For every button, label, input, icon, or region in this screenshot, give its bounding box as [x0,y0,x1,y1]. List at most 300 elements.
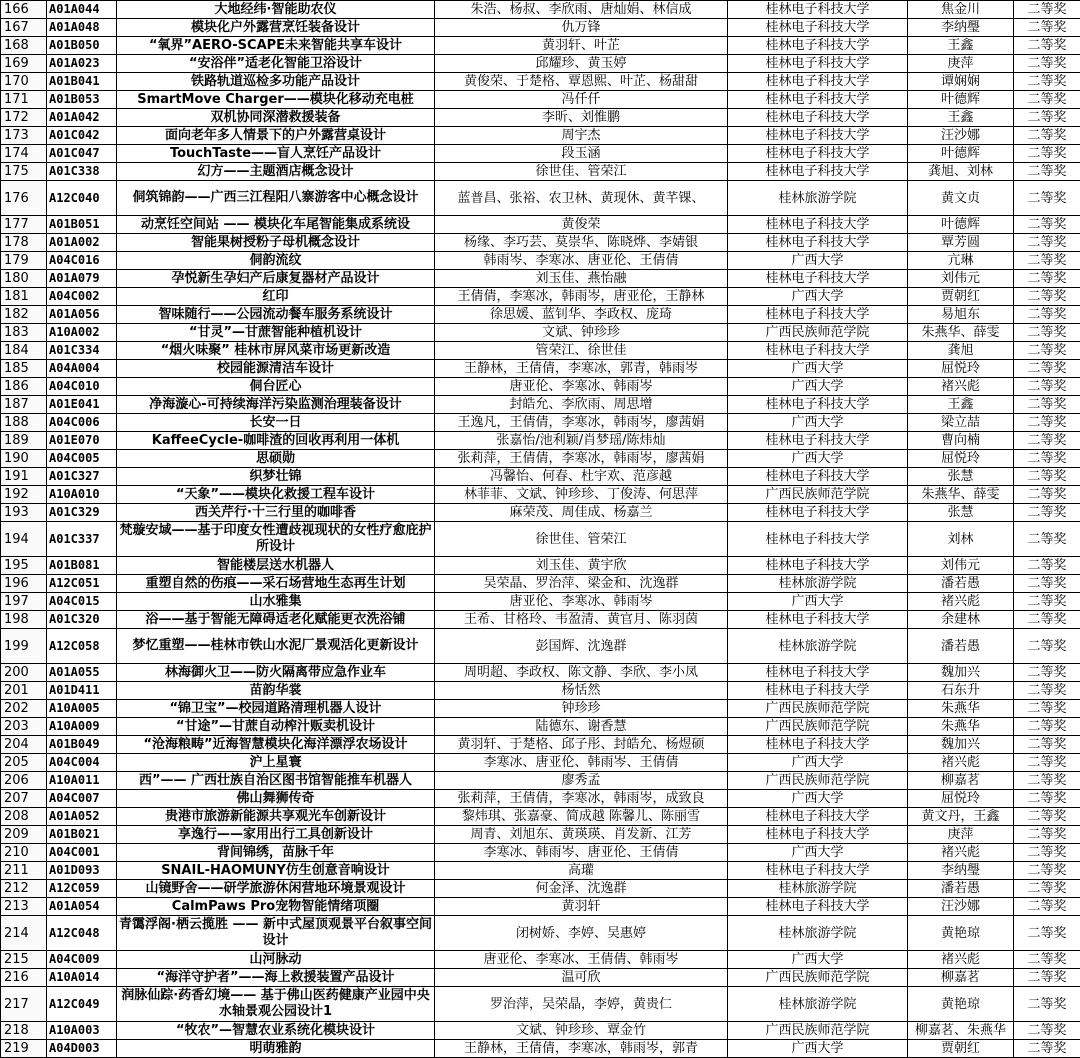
entry-code-cell[interactable]: A10A011 [47,772,117,790]
award-cell[interactable]: 二等奖 [1014,216,1080,234]
row-number-cell[interactable]: 206 [1,772,47,790]
school-cell[interactable]: 桂林旅游学院 [728,629,908,664]
authors-cell[interactable]: 徐思媛、蓝钊华、李政权、庞琦 [435,306,728,324]
authors-cell[interactable]: 邱耀珍、黄玉婷 [435,55,728,73]
advisor-cell[interactable]: 叶德辉 [908,91,1014,109]
authors-cell[interactable]: 罗治萍，吴荣晶，李婷，黄贵仁 [435,987,728,1022]
entry-code-cell[interactable]: A10A005 [47,700,117,718]
advisor-cell[interactable]: 余建林 [908,611,1014,629]
school-cell[interactable]: 广西民族师范学院 [728,1022,908,1040]
row-number-cell[interactable]: 173 [1,127,47,145]
advisor-cell[interactable]: 黄文丹，王鑫 [908,808,1014,826]
row-number-cell[interactable]: 216 [1,969,47,987]
project-title-cell[interactable]: 侗筑锦韵——广西三江程阳八寨游客中心概念设计 [117,181,435,216]
award-cell[interactable]: 二等奖 [1014,522,1080,557]
project-title-cell[interactable]: 青霭浮阁·栖云揽胜 —— 新中式屋顶观景平台叙事空间设计 [117,916,435,951]
row-number-cell[interactable]: 190 [1,450,47,468]
project-title-cell[interactable]: 红印 [117,288,435,306]
project-title-cell[interactable]: “海洋守护者”——海上救援装置产品设计 [117,969,435,987]
advisor-cell[interactable]: 张慧 [908,468,1014,486]
award-cell[interactable]: 二等奖 [1014,951,1080,969]
school-cell[interactable]: 桂林旅游学院 [728,987,908,1022]
entry-code-cell[interactable]: A12C049 [47,987,117,1022]
authors-cell[interactable]: 周宇杰 [435,127,728,145]
advisor-cell[interactable]: 张慧 [908,504,1014,522]
entry-code-cell[interactable]: A01A042 [47,109,117,127]
project-title-cell[interactable]: 享逸行——家用出行工具创新设计 [117,826,435,844]
row-number-cell[interactable]: 200 [1,664,47,682]
authors-cell[interactable]: 吴荣晶、罗治萍、梁金和、沈逸群 [435,575,728,593]
authors-cell[interactable]: 李昕、刘惟鹏 [435,109,728,127]
authors-cell[interactable]: 何金泽、沈逸群 [435,880,728,898]
school-cell[interactable]: 广西民族师范学院 [728,324,908,342]
authors-cell[interactable]: 唐亚伦、李寒冰、韩雨岑 [435,593,728,611]
row-number-cell[interactable]: 178 [1,234,47,252]
entry-code-cell[interactable]: A01A054 [47,898,117,916]
authors-cell[interactable]: 王逸凡，王倩倩，李寒冰，韩雨岑，廖茜娟 [435,414,728,432]
authors-cell[interactable]: 王静林，王倩倩，李寒冰，郭青，韩雨岑 [435,360,728,378]
award-cell[interactable]: 二等奖 [1014,772,1080,790]
entry-code-cell[interactable]: A01A056 [47,306,117,324]
entry-code-cell[interactable]: A01A023 [47,55,117,73]
row-number-cell[interactable]: 186 [1,378,47,396]
row-number-cell[interactable]: 184 [1,342,47,360]
project-title-cell[interactable]: 面向老年多人情景下的户外露营桌设计 [117,127,435,145]
entry-code-cell[interactable]: A01A044 [47,1,117,19]
school-cell[interactable]: 广西大学 [728,1040,908,1058]
row-number-cell[interactable]: 205 [1,754,47,772]
school-cell[interactable]: 桂林电子科技大学 [728,898,908,916]
row-number-cell[interactable]: 199 [1,629,47,664]
authors-cell[interactable]: 黄羽轩、叶芷 [435,37,728,55]
entry-code-cell[interactable]: A01B049 [47,736,117,754]
row-number-cell[interactable]: 215 [1,951,47,969]
school-cell[interactable]: 广西大学 [728,414,908,432]
award-cell[interactable]: 二等奖 [1014,862,1080,880]
row-number-cell[interactable]: 211 [1,862,47,880]
advisor-cell[interactable]: 李纳璺 [908,862,1014,880]
authors-cell[interactable]: 高瓘 [435,862,728,880]
row-number-cell[interactable]: 166 [1,1,47,19]
authors-cell[interactable]: 段玉涵 [435,145,728,163]
row-number-cell[interactable]: 169 [1,55,47,73]
school-cell[interactable]: 桂林旅游学院 [728,181,908,216]
authors-cell[interactable]: 李寒冰、唐亚伦、韩雨岑、王倩倩 [435,754,728,772]
advisor-cell[interactable]: 亢琳 [908,252,1014,270]
advisor-cell[interactable]: 叶德辉 [908,216,1014,234]
authors-cell[interactable]: 黄俊荣 [435,216,728,234]
project-title-cell[interactable]: 重塑自然的伤痕——采石场营地生态再生计划 [117,575,435,593]
project-title-cell[interactable]: “氧界”AERO-SCAPE未来智能共享车设计 [117,37,435,55]
advisor-cell[interactable]: 谭娴娴 [908,73,1014,91]
advisor-cell[interactable]: 贾朝红 [908,288,1014,306]
project-title-cell[interactable]: 幻方——主题酒店概念设计 [117,163,435,181]
authors-cell[interactable]: 温可欣 [435,969,728,987]
project-title-cell[interactable]: “甘途”—甘蔗自动榨汁贩卖机设计 [117,718,435,736]
advisor-cell[interactable]: 黄艳琼 [908,987,1014,1022]
project-title-cell[interactable]: CalmPaws Pro宠物智能情绪项圈 [117,898,435,916]
row-number-cell[interactable]: 181 [1,288,47,306]
award-cell[interactable]: 二等奖 [1014,306,1080,324]
project-title-cell[interactable]: 山河脉动 [117,951,435,969]
authors-cell[interactable]: 张莉萍，王倩倩，李寒冰，韩雨岑，成致良 [435,790,728,808]
award-cell[interactable]: 二等奖 [1014,593,1080,611]
authors-cell[interactable]: 朱浩、杨叔、李欣雨、唐灿娟、林信成 [435,1,728,19]
row-number-cell[interactable]: 183 [1,324,47,342]
authors-cell[interactable]: 唐亚伦、李寒冰、韩雨岑 [435,378,728,396]
entry-code-cell[interactable]: A04C002 [47,288,117,306]
authors-cell[interactable]: 冯馨怡、何春、杜宇欢、范彦越 [435,468,728,486]
project-title-cell[interactable]: 模块化户外露营烹饪装备设计 [117,19,435,37]
project-title-cell[interactable]: 梦忆重塑——桂林市铁山水泥厂景观活化更新设计 [117,629,435,664]
entry-code-cell[interactable]: A04C005 [47,450,117,468]
award-cell[interactable]: 二等奖 [1014,234,1080,252]
school-cell[interactable]: 桂林电子科技大学 [728,91,908,109]
authors-cell[interactable]: 杨恬然 [435,682,728,700]
project-title-cell[interactable]: 智味随行——公园流动餐车服务系统设计 [117,306,435,324]
project-title-cell[interactable]: 长安一日 [117,414,435,432]
authors-cell[interactable]: 仇万锋 [435,19,728,37]
project-title-cell[interactable]: 苗韵华裳 [117,682,435,700]
project-title-cell[interactable]: SNAIL-HAOMUNY仿生创意音响设计 [117,862,435,880]
project-title-cell[interactable]: 佛山舞狮传奇 [117,790,435,808]
advisor-cell[interactable]: 刘林 [908,522,1014,557]
project-title-cell[interactable]: 山镜野舍——研学旅游休闲营地环境景观设计 [117,880,435,898]
advisor-cell[interactable]: 褚兴彪 [908,378,1014,396]
award-cell[interactable]: 二等奖 [1014,396,1080,414]
row-number-cell[interactable]: 207 [1,790,47,808]
entry-code-cell[interactable]: A12C059 [47,880,117,898]
entry-code-cell[interactable]: A12C058 [47,629,117,664]
entry-code-cell[interactable]: A04C004 [47,754,117,772]
row-number-cell[interactable]: 182 [1,306,47,324]
row-number-cell[interactable]: 210 [1,844,47,862]
school-cell[interactable]: 桂林电子科技大学 [728,468,908,486]
row-number-cell[interactable]: 172 [1,109,47,127]
advisor-cell[interactable]: 龚旭 [908,342,1014,360]
school-cell[interactable]: 桂林电子科技大学 [728,127,908,145]
authors-cell[interactable]: 王倩倩，李寒冰，韩雨岑，唐亚伦，王静林 [435,288,728,306]
award-cell[interactable]: 二等奖 [1014,91,1080,109]
row-number-cell[interactable]: 193 [1,504,47,522]
entry-code-cell[interactable]: A01A079 [47,270,117,288]
advisor-cell[interactable]: 魏加兴 [908,736,1014,754]
award-cell[interactable]: 二等奖 [1014,37,1080,55]
advisor-cell[interactable]: 汪沙娜 [908,127,1014,145]
school-cell[interactable]: 广西大学 [728,844,908,862]
award-cell[interactable]: 二等奖 [1014,629,1080,664]
award-cell[interactable]: 二等奖 [1014,109,1080,127]
award-cell[interactable]: 二等奖 [1014,557,1080,575]
authors-cell[interactable]: 张嘉怡/池利颖/肖梦瑶/陈炜灿 [435,432,728,450]
authors-cell[interactable]: 唐亚伦、李寒冰、王倩倩、韩雨岑 [435,951,728,969]
school-cell[interactable]: 桂林电子科技大学 [728,504,908,522]
advisor-cell[interactable]: 易旭东 [908,306,1014,324]
entry-code-cell[interactable]: A04C015 [47,593,117,611]
project-title-cell[interactable]: 侗韵流纹 [117,252,435,270]
advisor-cell[interactable]: 庚萍 [908,55,1014,73]
advisor-cell[interactable]: 柳嘉茗 [908,969,1014,987]
school-cell[interactable]: 桂林电子科技大学 [728,55,908,73]
project-title-cell[interactable]: 浴——基于智能无障碍适老化赋能更衣洗浴铺 [117,611,435,629]
award-cell[interactable]: 二等奖 [1014,1,1080,19]
award-cell[interactable]: 二等奖 [1014,1040,1080,1058]
school-cell[interactable]: 桂林电子科技大学 [728,1,908,19]
entry-code-cell[interactable]: A01C327 [47,468,117,486]
advisor-cell[interactable]: 屈悦玲 [908,360,1014,378]
row-number-cell[interactable]: 218 [1,1022,47,1040]
advisor-cell[interactable]: 石东升 [908,682,1014,700]
entry-code-cell[interactable]: A04A004 [47,360,117,378]
row-number-cell[interactable]: 191 [1,468,47,486]
school-cell[interactable]: 桂林电子科技大学 [728,826,908,844]
entry-code-cell[interactable]: A01A048 [47,19,117,37]
project-title-cell[interactable]: “烟火味聚” 桂林市屏风菜市场更新改造 [117,342,435,360]
project-title-cell[interactable]: 林海御火卫——防火隔离带应急作业车 [117,664,435,682]
award-cell[interactable]: 二等奖 [1014,414,1080,432]
advisor-cell[interactable]: 黄文贞 [908,181,1014,216]
authors-cell[interactable]: 冯仟仟 [435,91,728,109]
award-cell[interactable]: 二等奖 [1014,664,1080,682]
school-cell[interactable]: 广西大学 [728,360,908,378]
award-cell[interactable]: 二等奖 [1014,754,1080,772]
school-cell[interactable]: 桂林电子科技大学 [728,342,908,360]
entry-code-cell[interactable]: A01C320 [47,611,117,629]
school-cell[interactable]: 广西大学 [728,450,908,468]
award-cell[interactable]: 二等奖 [1014,270,1080,288]
award-cell[interactable]: 二等奖 [1014,378,1080,396]
row-number-cell[interactable]: 175 [1,163,47,181]
advisor-cell[interactable]: 刘伟元 [908,557,1014,575]
advisor-cell[interactable]: 朱燕华、薛雯 [908,486,1014,504]
school-cell[interactable]: 广西民族师范学院 [728,718,908,736]
authors-cell[interactable]: 黄羽轩、于楚格、邱子彤、封皓允、杨煜硕 [435,736,728,754]
school-cell[interactable]: 广西大学 [728,252,908,270]
school-cell[interactable]: 桂林电子科技大学 [728,808,908,826]
entry-code-cell[interactable]: A01E041 [47,396,117,414]
award-cell[interactable]: 二等奖 [1014,181,1080,216]
row-number-cell[interactable]: 213 [1,898,47,916]
entry-code-cell[interactable]: A10A009 [47,718,117,736]
school-cell[interactable]: 桂林电子科技大学 [728,270,908,288]
advisor-cell[interactable]: 梁立喆 [908,414,1014,432]
entry-code-cell[interactable]: A04C006 [47,414,117,432]
school-cell[interactable]: 桂林旅游学院 [728,575,908,593]
row-number-cell[interactable]: 176 [1,181,47,216]
entry-code-cell[interactable]: A01B050 [47,37,117,55]
project-title-cell[interactable]: “锦卫宝”—校园道路清理机器人设计 [117,700,435,718]
award-cell[interactable]: 二等奖 [1014,575,1080,593]
advisor-cell[interactable]: 褚兴彪 [908,754,1014,772]
row-number-cell[interactable]: 194 [1,522,47,557]
project-title-cell[interactable]: 织梦壮锦 [117,468,435,486]
project-title-cell[interactable]: 背间锦绣，苗脉千年 [117,844,435,862]
row-number-cell[interactable]: 217 [1,987,47,1022]
award-cell[interactable]: 二等奖 [1014,324,1080,342]
school-cell[interactable]: 桂林电子科技大学 [728,216,908,234]
entry-code-cell[interactable]: A10A003 [47,1022,117,1040]
authors-cell[interactable]: 廖秀孟 [435,772,728,790]
authors-cell[interactable]: 林菲菲、文斌、钟珍珍、丁俊涛、何思萍 [435,486,728,504]
project-title-cell[interactable]: 动烹饪空间站 —— 模块化车尾智能集成系统设 [117,216,435,234]
authors-cell[interactable]: 麻荣茂、周佳成、杨嘉兰 [435,504,728,522]
school-cell[interactable]: 桂林旅游学院 [728,916,908,951]
row-number-cell[interactable]: 196 [1,575,47,593]
advisor-cell[interactable]: 李纳璺 [908,19,1014,37]
project-title-cell[interactable]: 智能果树授粉子母机概念设计 [117,234,435,252]
advisor-cell[interactable]: 曹向楠 [908,432,1014,450]
entry-code-cell[interactable]: A01C338 [47,163,117,181]
school-cell[interactable]: 广西大学 [728,288,908,306]
entry-code-cell[interactable]: A01B081 [47,557,117,575]
row-number-cell[interactable]: 167 [1,19,47,37]
school-cell[interactable]: 广西大学 [728,378,908,396]
school-cell[interactable]: 桂林电子科技大学 [728,522,908,557]
row-number-cell[interactable]: 209 [1,826,47,844]
row-number-cell[interactable]: 197 [1,593,47,611]
entry-code-cell[interactable]: A12C040 [47,181,117,216]
entry-code-cell[interactable]: A04D003 [47,1040,117,1058]
advisor-cell[interactable]: 潘若愚 [908,629,1014,664]
award-cell[interactable]: 二等奖 [1014,700,1080,718]
entry-code-cell[interactable]: A01A002 [47,234,117,252]
entry-code-cell[interactable]: A12C051 [47,575,117,593]
project-title-cell[interactable]: 西”—— 广西壮族自治区图书馆智能推车机器人 [117,772,435,790]
entry-code-cell[interactable]: A01E070 [47,432,117,450]
project-title-cell[interactable]: 铁路轨道巡检多功能产品设计 [117,73,435,91]
entry-code-cell[interactable]: A01C042 [47,127,117,145]
award-cell[interactable]: 二等奖 [1014,127,1080,145]
project-title-cell[interactable]: “甘灵”—甘蔗智能种植机设计 [117,324,435,342]
advisor-cell[interactable]: 黄艳琼 [908,916,1014,951]
project-title-cell[interactable]: 双机协同深潜救援装备 [117,109,435,127]
award-cell[interactable]: 二等奖 [1014,342,1080,360]
row-number-cell[interactable]: 204 [1,736,47,754]
school-cell[interactable]: 桂林电子科技大学 [728,37,908,55]
award-cell[interactable]: 二等奖 [1014,916,1080,951]
authors-cell[interactable]: 闭树娇、李婷、吴惠婷 [435,916,728,951]
row-number-cell[interactable]: 198 [1,611,47,629]
advisor-cell[interactable]: 龚旭、刘林 [908,163,1014,181]
advisor-cell[interactable]: 潘若愚 [908,880,1014,898]
school-cell[interactable]: 广西民族师范学院 [728,969,908,987]
advisor-cell[interactable]: 朱燕华、薛雯 [908,324,1014,342]
school-cell[interactable]: 桂林旅游学院 [728,880,908,898]
row-number-cell[interactable]: 201 [1,682,47,700]
row-number-cell[interactable]: 192 [1,486,47,504]
award-cell[interactable]: 二等奖 [1014,288,1080,306]
advisor-cell[interactable]: 王鑫 [908,109,1014,127]
school-cell[interactable]: 桂林电子科技大学 [728,306,908,324]
advisor-cell[interactable]: 刘伟元 [908,270,1014,288]
authors-cell[interactable]: 封皓允、李欣雨、周思增 [435,396,728,414]
advisor-cell[interactable]: 屈悦玲 [908,790,1014,808]
award-cell[interactable]: 二等奖 [1014,718,1080,736]
award-cell[interactable]: 二等奖 [1014,790,1080,808]
entry-code-cell[interactable]: A04C010 [47,378,117,396]
project-title-cell[interactable]: SmartMove Charger——模块化移动充电桩 [117,91,435,109]
advisor-cell[interactable]: 叶德辉 [908,145,1014,163]
school-cell[interactable]: 桂林电子科技大学 [728,862,908,880]
award-cell[interactable]: 二等奖 [1014,468,1080,486]
project-title-cell[interactable]: “沧海粮畴”近海智慧模块化海洋漂浮农场设计 [117,736,435,754]
row-number-cell[interactable]: 219 [1,1040,47,1058]
project-title-cell[interactable]: “牧农”—智慧农业系统化模块设计 [117,1022,435,1040]
award-cell[interactable]: 二等奖 [1014,682,1080,700]
project-title-cell[interactable]: 润脉仙踪·药香幻境—— 基于佛山医药健康产业园中央水轴景观公园设计1 [117,987,435,1022]
entry-code-cell[interactable]: A01A052 [47,808,117,826]
row-number-cell[interactable]: 168 [1,37,47,55]
row-number-cell[interactable]: 195 [1,557,47,575]
award-cell[interactable]: 二等奖 [1014,504,1080,522]
school-cell[interactable]: 广西大学 [728,951,908,969]
entry-code-cell[interactable]: A10A014 [47,969,117,987]
entry-code-cell[interactable]: A04C007 [47,790,117,808]
authors-cell[interactable]: 彭国辉、沈逸群 [435,629,728,664]
advisor-cell[interactable]: 魏加兴 [908,664,1014,682]
row-number-cell[interactable]: 203 [1,718,47,736]
project-title-cell[interactable]: 大地经纬·智能助农仪 [117,1,435,19]
entry-code-cell[interactable]: A01D411 [47,682,117,700]
authors-cell[interactable]: 钟珍珍 [435,700,728,718]
authors-cell[interactable]: 管荣江、徐世佳 [435,342,728,360]
school-cell[interactable]: 桂林电子科技大学 [728,234,908,252]
entry-code-cell[interactable]: A04C001 [47,844,117,862]
row-number-cell[interactable]: 179 [1,252,47,270]
entry-code-cell[interactable]: A01D093 [47,862,117,880]
entry-code-cell[interactable]: A01B053 [47,91,117,109]
entry-code-cell[interactable]: A10A002 [47,324,117,342]
project-title-cell[interactable]: “安浴伴”适老化智能卫浴设计 [117,55,435,73]
project-title-cell[interactable]: 校园能源清洁车设计 [117,360,435,378]
authors-cell[interactable]: 周明超、李政权、陈文静、李欣、李小凤 [435,664,728,682]
advisor-cell[interactable]: 褚兴彪 [908,593,1014,611]
school-cell[interactable]: 桂林电子科技大学 [728,163,908,181]
school-cell[interactable]: 桂林电子科技大学 [728,736,908,754]
award-cell[interactable]: 二等奖 [1014,55,1080,73]
award-cell[interactable]: 二等奖 [1014,19,1080,37]
row-number-cell[interactable]: 177 [1,216,47,234]
row-number-cell[interactable]: 185 [1,360,47,378]
award-cell[interactable]: 二等奖 [1014,73,1080,91]
award-cell[interactable]: 二等奖 [1014,880,1080,898]
row-number-cell[interactable]: 188 [1,414,47,432]
award-cell[interactable]: 二等奖 [1014,450,1080,468]
authors-cell[interactable]: 刘玉佳、黄宇欣 [435,557,728,575]
advisor-cell[interactable]: 汪沙娜 [908,898,1014,916]
award-cell[interactable]: 二等奖 [1014,360,1080,378]
entry-code-cell[interactable]: A12C048 [47,916,117,951]
award-cell[interactable]: 二等奖 [1014,611,1080,629]
row-number-cell[interactable]: 202 [1,700,47,718]
school-cell[interactable]: 桂林电子科技大学 [728,682,908,700]
entry-code-cell[interactable]: A01A055 [47,664,117,682]
authors-cell[interactable]: 王静林，王倩倩，李寒冰，韩雨岑，郭青 [435,1040,728,1058]
school-cell[interactable]: 桂林电子科技大学 [728,611,908,629]
advisor-cell[interactable]: 褚兴彪 [908,951,1014,969]
authors-cell[interactable]: 张莉萍，王倩倩，李寒冰，韩雨岑，廖茜娟 [435,450,728,468]
advisor-cell[interactable]: 柳嘉茗、朱燕华 [908,1022,1014,1040]
school-cell[interactable]: 广西大学 [728,790,908,808]
project-title-cell[interactable]: 沪上星寰 [117,754,435,772]
school-cell[interactable]: 广西民族师范学院 [728,486,908,504]
project-title-cell[interactable]: 明萌雅韵 [117,1040,435,1058]
school-cell[interactable]: 桂林电子科技大学 [728,664,908,682]
authors-cell[interactable]: 韩雨岑、李寒冰、唐亚伦、王倩倩 [435,252,728,270]
authors-cell[interactable]: 王希、甘格玲、韦盈清、黄官月、陈羽茵 [435,611,728,629]
award-cell[interactable]: 二等奖 [1014,145,1080,163]
entry-code-cell[interactable]: A10A010 [47,486,117,504]
